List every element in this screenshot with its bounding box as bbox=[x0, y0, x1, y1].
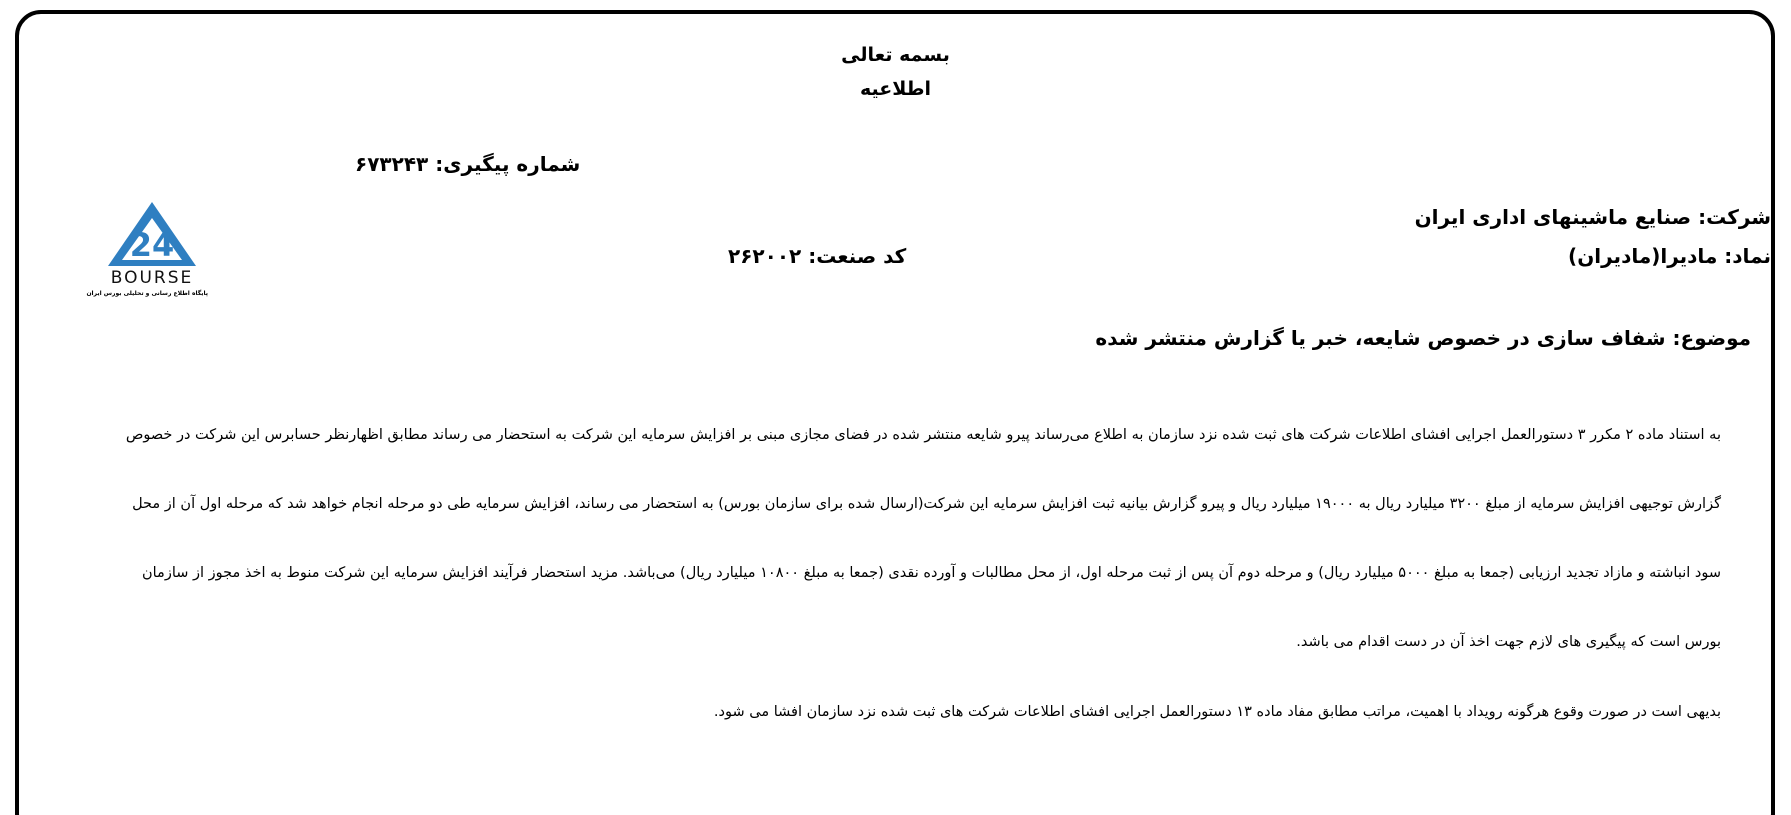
company-line bbox=[1415, 205, 1771, 229]
company-value: صنایع ماشینهای اداری ایران bbox=[1414, 205, 1692, 229]
company-label: شرکت: bbox=[1698, 205, 1771, 229]
symbol-value: مادیرا(مادیران) bbox=[1568, 244, 1718, 268]
tracking-number bbox=[355, 152, 580, 176]
body-line: گزارش توجیهی افزایش سرمایه از مبلغ ۳۲۰۰ میلیارد ریال به ۱۹۰۰۰ میلیارد ریال و پیرو گزارش بیانیه ثبت افزایش سرمایه این شرکت(ارسال شده برای سازمان بورس) به استحضار می رساند، افزایش سرمایه طی دو مرحله انجام خواهد شد که مرحله اول آن از محل bbox=[132, 496, 1721, 512]
subject-value: شفاف سازی در خصوص شایعه، خبر یا گزارش منتشر شده bbox=[1095, 326, 1666, 350]
body-line: سود انباشته و مازاد تجدید ارزیابی (جمعا به مبلغ ۵۰۰۰ میلیارد ریال) و مرحله دوم آن پس از ثبت مرحله اول، از محل مطالبات و آورده نقدی (جمعا به مبلغ ۱۰۸۰۰ میلیارد ریال) می‌باشد. مزید استحضار فرآیند افزایش سرمایه این شرکت منوط به اخذ مجوز از سازمان bbox=[141, 565, 1721, 581]
tracking-label: شماره پیگیری: bbox=[435, 152, 581, 176]
bourse-logo bbox=[86, 196, 208, 304]
invocation-heading: بسمه تعالی bbox=[841, 44, 950, 66]
symbol-label: نماد: bbox=[1724, 244, 1771, 268]
body-line: بدیهی است در صورت وقوع هرگونه رویداد با اهمیت، مراتب مطابق مفاد ماده ۱۳ دستورالعمل اجرایی افشای اطلاعات شرکت های ثبت شده نزد سازمان افشا می شود. bbox=[713, 704, 1721, 720]
symbol-line bbox=[1568, 244, 1771, 268]
announcement-title: اطلاعیه bbox=[859, 78, 932, 100]
svg-text:24: 24 bbox=[129, 226, 175, 264]
industry-code bbox=[728, 244, 906, 268]
industry-code-value: ۲۶۲۰۰۲ bbox=[728, 244, 802, 268]
subject-line bbox=[1095, 326, 1751, 350]
industry-code-label: کد صنعت: bbox=[808, 244, 907, 268]
body-line: به استناد ماده ۲ مکرر ۳ دستورالعمل اجرایی افشای اطلاعات شرکت های ثبت شده نزد سازمان به اطلاع می‌رساند پیرو شایعه منتشر شده در فضای مجازی مبنی بر افزایش سرمایه این شرکت به استحضار می رساند مطابق اظهارنظر حسابرس این شرکت در خصوص bbox=[125, 427, 1721, 443]
logo-wordmark: BOURSE bbox=[110, 268, 194, 288]
tracking-value: ۶۷۳۲۴۳ bbox=[355, 152, 429, 176]
subject-label: موضوع: bbox=[1672, 326, 1751, 350]
document-frame bbox=[15, 10, 1775, 815]
logo-caption: پایگاه اطلاع رسانی و تحلیلی بورس ایران bbox=[86, 290, 208, 297]
body-line: بورس است که پیگیری های لازم جهت اخذ آن در دست اقدام می باشد. bbox=[1296, 634, 1721, 650]
bourse-triangle-icon bbox=[96, 196, 208, 274]
